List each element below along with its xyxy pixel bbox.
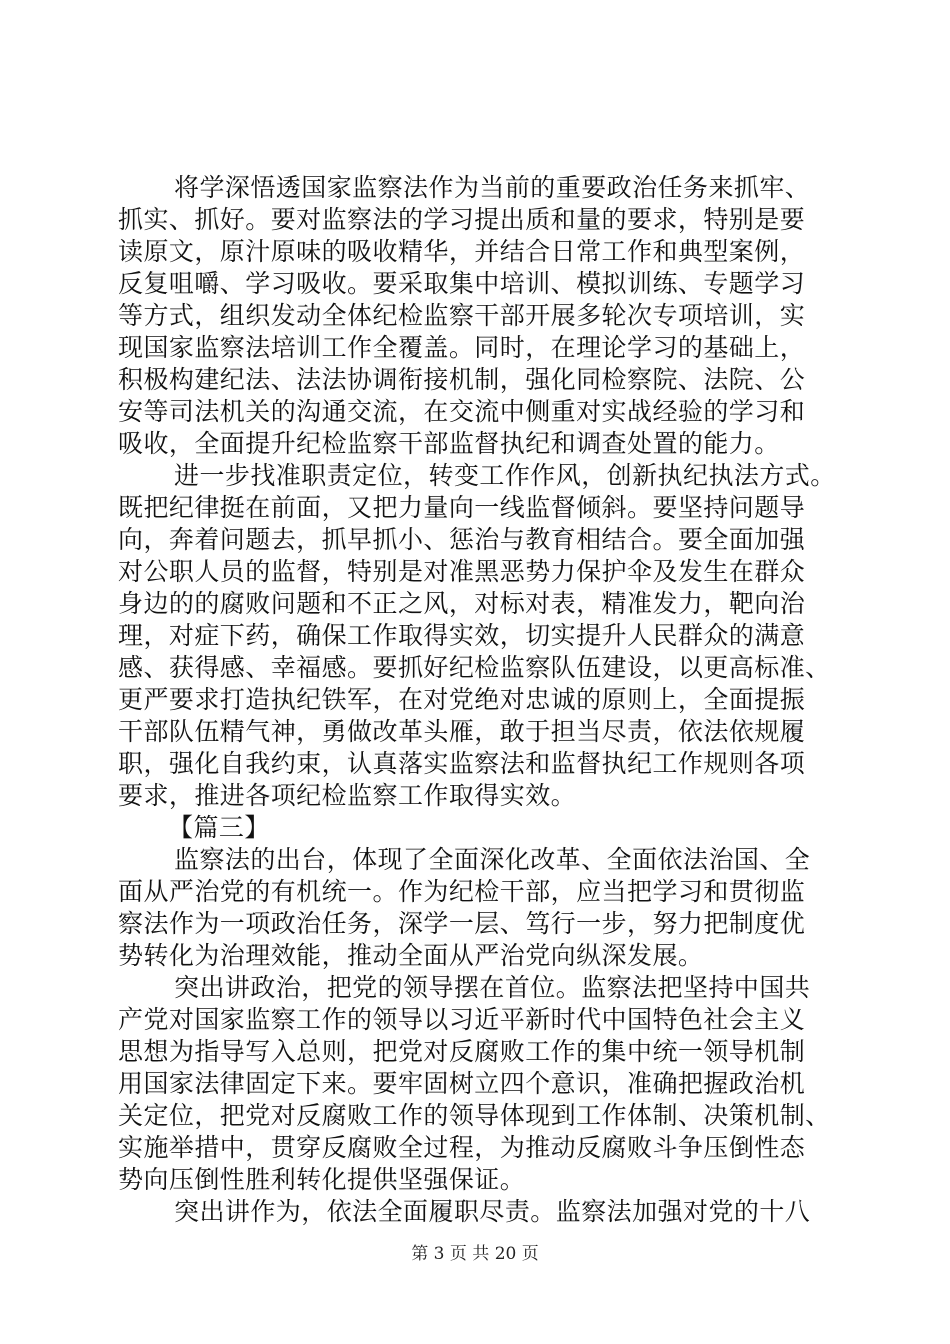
section-heading: 【篇三】	[168, 813, 270, 842]
paragraph-line: 读原文，原汁原味的吸收精华，并结合日常工作和典型案例，	[118, 237, 806, 266]
paragraph-line: 反复咀嚼、学习吸收。要采取集中培训、模拟训练、专题学习	[118, 269, 806, 298]
document-body	[118, 172, 838, 1228]
paragraph-line: 实施举措中，贯穿反腐败全过程，为推动反腐败斗争压倒性态	[118, 1133, 806, 1162]
paragraph-line: 抓实、抓好。要对监察法的学习提出质和量的要求，特别是要	[118, 205, 806, 234]
page-number-footer: 第 3 页 共 20 页	[411, 1244, 539, 1264]
paragraph-line: 感、获得感、幸福感。要抓好纪检监察队伍建设，以更高标准、	[118, 653, 831, 682]
paragraph-line: 产党对国家监察工作的领导以习近平新时代中国特色社会主义	[118, 1005, 806, 1034]
paragraph-line: 关定位，把党对反腐败工作的领导体现到工作体制、决策机制、	[118, 1101, 831, 1130]
paragraph-line: 监察法的出台，体现了全面深化改革、全面依法治国、全	[174, 845, 811, 874]
paragraph-line: 等方式，组织发动全体纪检监察干部开展多轮次专项培训，实	[118, 301, 806, 330]
paragraph-line: 势向压倒性胜利转化提供坚强保证。	[118, 1165, 526, 1194]
paragraph-line: 进一步找准职责定位，转变工作作风，创新执纪执法方式。	[174, 461, 836, 490]
paragraph-line: 面从严治党的有机统一。作为纪检干部，应当把学习和贯彻监	[118, 877, 806, 906]
paragraph-line: 吸收，全面提升纪检监察干部监督执纪和调查处置的能力。	[118, 429, 780, 458]
paragraph-line: 要求，推进各项纪检监察工作取得实效。	[118, 781, 577, 810]
paragraph-line: 思想为指导写入总则，把党对反腐败工作的集中统一领导机制	[118, 1037, 806, 1066]
paragraph-line: 用国家法律固定下来。要牢固树立四个意识，准确把握政治机	[118, 1069, 806, 1098]
paragraph-line: 现国家监察法培训工作全覆盖。同时，在理论学习的基础上，	[118, 333, 806, 362]
paragraph-line: 向，奔着问题去，抓早抓小、惩治与教育相结合。要全面加强	[118, 525, 806, 554]
paragraph-line: 既把纪律挺在前面，又把力量向一线监督倾斜。要坚持问题导	[118, 493, 806, 522]
paragraph-line: 安等司法机关的沟通交流，在交流中侧重对实战经验的学习和	[118, 397, 806, 426]
paragraph-line: 积极构建纪法、法法协调衔接机制，强化同检察院、法院、公	[118, 365, 806, 394]
paragraph-line: 突出讲作为，依法全面履职尽责。监察法加强对党的十八	[174, 1197, 811, 1226]
paragraph-line: 更严要求打造执纪铁军，在对党绝对忠诚的原则上，全面提振	[118, 685, 806, 714]
paragraph-line: 突出讲政治，把党的领导摆在首位。监察法把坚持中国共	[174, 973, 811, 1002]
paragraph-line: 对公职人员的监督，特别是对准黑恶势力保护伞及发生在群众	[118, 557, 806, 586]
paragraph-line: 将学深悟透国家监察法作为当前的重要政治任务来抓牢、	[174, 173, 811, 202]
paragraph-line: 理，对症下药，确保工作取得实效，切实提升人民群众的满意	[118, 621, 806, 650]
paragraph-line: 势转化为治理效能，推动全面从严治党向纵深发展。	[118, 941, 704, 970]
paragraph-line: 察法作为一项政治任务，深学一层、笃行一步，努力把制度优	[118, 909, 806, 938]
paragraph-line: 身边的的腐败问题和不正之风，对标对表，精准发力，靶向治	[118, 589, 806, 618]
paragraph-line: 干部队伍精气神，勇做改革头雁，敢于担当尽责，依法依规履	[118, 717, 806, 746]
paragraph-line: 职，强化自我约束，认真落实监察法和监督执纪工作规则各项	[118, 749, 806, 778]
